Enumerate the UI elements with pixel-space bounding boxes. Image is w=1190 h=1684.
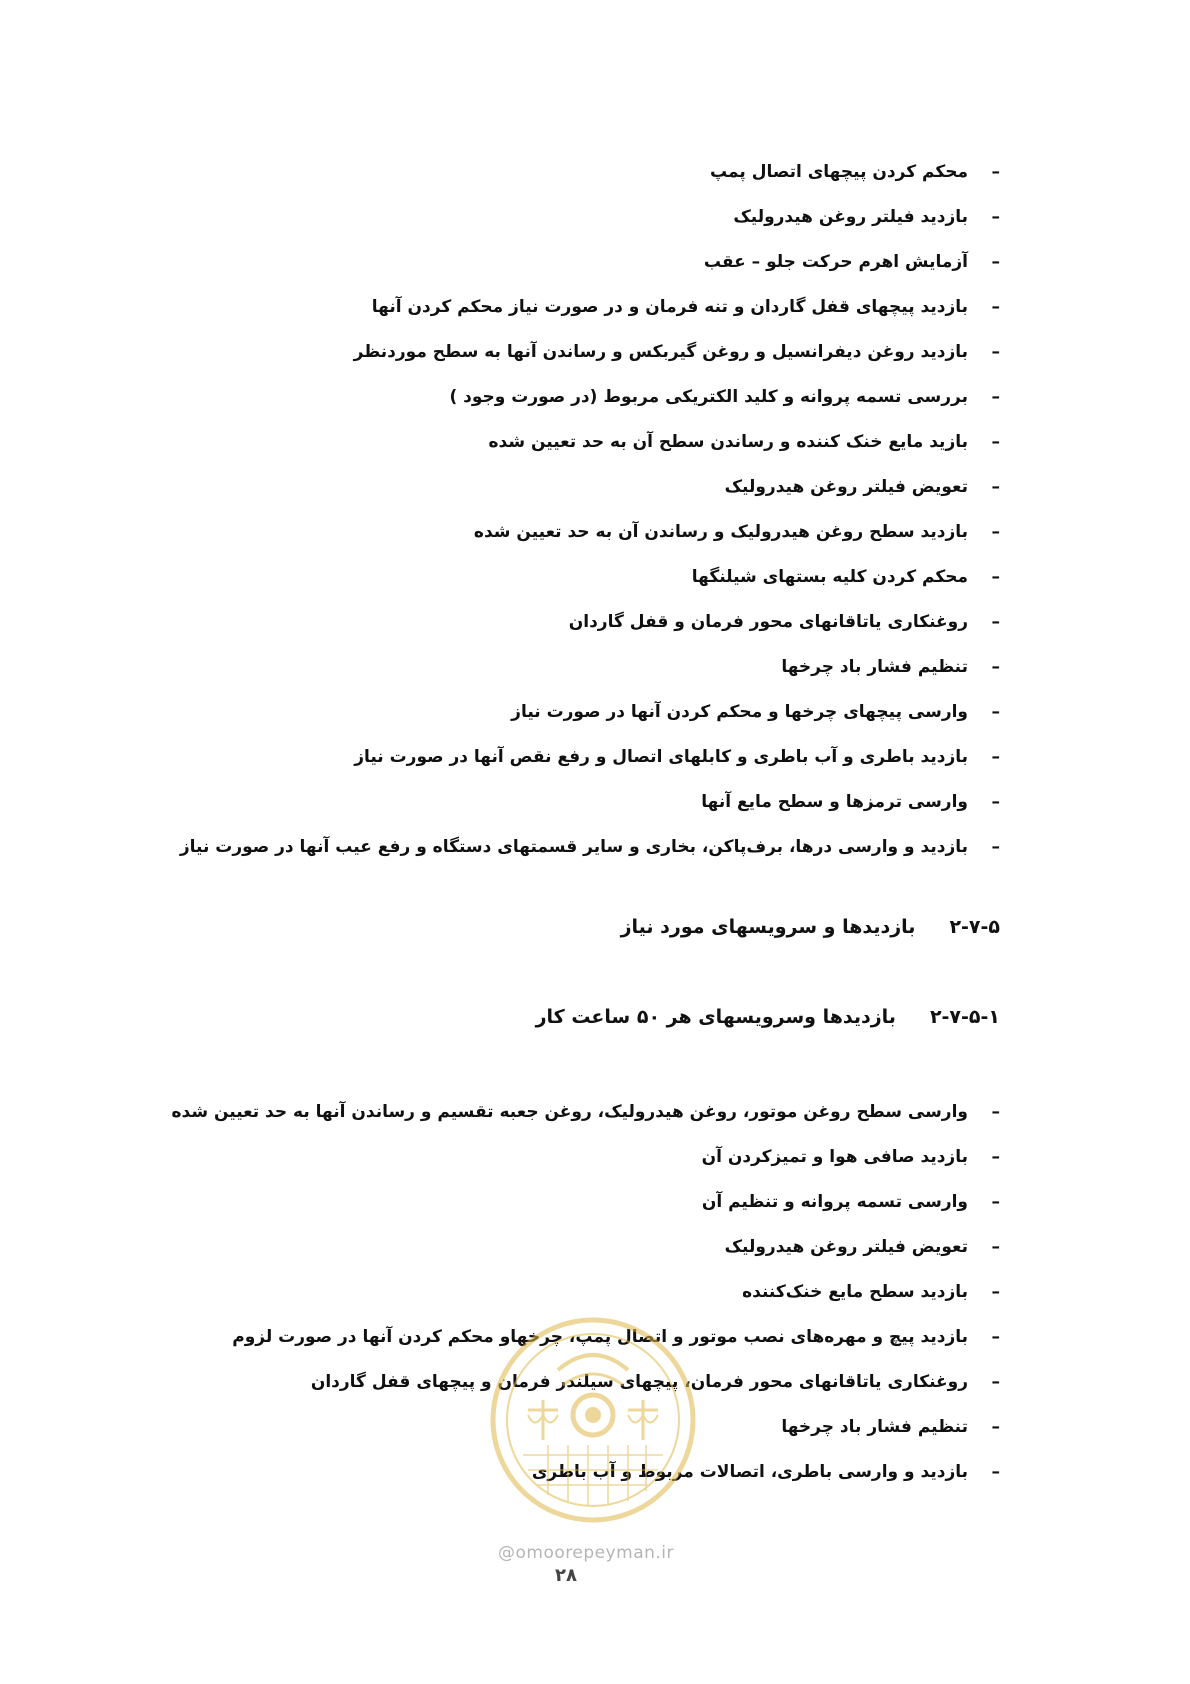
list-dash: – — [991, 1372, 1000, 1392]
list-item-text: وارسی تسمه پروانه و تنظیم آن — [701, 1192, 968, 1212]
list-item-text: بازدید باطری و آب باطری و کابلهای اتصال و رفع نقص آنها در صورت نیاز — [354, 747, 968, 767]
list-dash: – — [991, 387, 1000, 407]
list-dash: – — [991, 1417, 1000, 1437]
list-item-text: تنظیم فشار باد چرخها — [781, 657, 968, 677]
list-dash: – — [991, 1462, 1000, 1482]
list-item-text: تعویض فیلتر روغن هیدرولیک — [724, 1237, 968, 1257]
list-dash: – — [991, 837, 1000, 857]
list-item-text: بازدید سطح روغن هیدرولیک و رساندن آن به حد تعیین شده — [473, 522, 968, 542]
list-item-text: وارسی ترمزها و سطح مایع آنها — [701, 792, 968, 812]
list-dash: – — [991, 252, 1000, 272]
list-dash: – — [991, 477, 1000, 497]
list-item-text: تعویض فیلتر روغن هیدرولیک — [724, 477, 968, 497]
list-item-text: آزمایش اهرم حرکت جلو – عقب — [703, 252, 968, 272]
list-item-text: بازدید صافی هوا و تمیزکردن آن — [701, 1147, 968, 1167]
section-heading — [621, 916, 1000, 938]
list-dash: – — [991, 1102, 1000, 1122]
page-number: ۲۸ — [555, 1565, 577, 1586]
list-dash: – — [991, 747, 1000, 767]
list-item — [180, 150, 1000, 195]
list-dash: – — [991, 342, 1000, 362]
list-item-text: بازدید و وارسی باطری، اتصالات مربوط و آب باطری — [531, 1462, 968, 1482]
list-item-text: محکم کردن کلیه بستهای شیلنگها — [691, 567, 968, 587]
list-dash: – — [991, 702, 1000, 722]
list-dash: – — [991, 1147, 1000, 1167]
list-dash: – — [991, 1192, 1000, 1212]
list-dash: – — [991, 1282, 1000, 1302]
list-item-text: تنظیم فشار باد چرخها — [781, 1417, 968, 1437]
list-dash: – — [991, 297, 1000, 317]
list-item — [180, 555, 1000, 600]
list-item — [180, 735, 1000, 780]
list-dash: – — [991, 207, 1000, 227]
list-item — [180, 195, 1000, 240]
list-item — [171, 1225, 1000, 1270]
watermark-text: @omoorepeyman.ir — [498, 1543, 675, 1563]
list-item-text: بازدید پیچهای قفل گاردان و تنه فرمان و در صورت نیاز محکم کردن آنها — [371, 297, 968, 317]
list-item — [180, 285, 1000, 330]
list-item — [171, 1135, 1000, 1180]
list-dash: – — [991, 792, 1000, 812]
subsection-number: ۲-۷-۵-۱ — [929, 1006, 1000, 1028]
list-dash: – — [991, 522, 1000, 542]
list-dash: – — [991, 657, 1000, 677]
list-item-text: بازدید فیلتر روغن هیدرولیک — [733, 207, 968, 227]
list-item-text: بازدید پیچ و مهره‌های نصب موتور و اتصال پمپ، چرخهاو محکم کردن آنها در صورت لزوم — [232, 1327, 968, 1347]
watermark-seal-icon — [488, 1315, 698, 1525]
list-item — [180, 375, 1000, 420]
list-item-text: وارسی سطح روغن موتور، روغن هیدرولیک، روغن جعبه تقسیم و رساندن آنها به حد تعیین شده — [171, 1102, 968, 1122]
list-dash: – — [991, 1327, 1000, 1347]
list-item — [180, 600, 1000, 645]
list-item — [180, 690, 1000, 735]
list-item — [180, 420, 1000, 465]
list-item — [180, 780, 1000, 825]
list-item-text: بازدید سطح مایع خنک‌کننده — [742, 1282, 968, 1302]
list-item-text: روغنکاری یاتاقانهای محور فرمان، پیچهای سیلندر فرمان و پیچهای قفل گاردان — [310, 1372, 968, 1392]
list-item-text: بررسی تسمه پروانه و کلید الکتریکی مربوط (در صورت وجود ) — [449, 387, 968, 407]
list-item — [180, 645, 1000, 690]
list-item — [180, 330, 1000, 375]
list-item-text: بازدید روغن دیفرانسیل و روغن گیربکس و رساندن آنها به سطح موردنظر — [353, 342, 968, 362]
list-item — [180, 825, 1000, 870]
list-item — [171, 1270, 1000, 1315]
list-item-text: روغنکاری یاتاقانهای محور فرمان و قفل گاردان — [568, 612, 968, 632]
list-item — [180, 465, 1000, 510]
maintenance-list-general — [180, 150, 1000, 870]
list-dash: – — [991, 567, 1000, 587]
section-number: ۲-۷-۵ — [949, 916, 1000, 938]
list-dash: – — [991, 162, 1000, 182]
section-title: بازدیدها و سرویسهای مورد نیاز — [620, 916, 916, 938]
list-dash: – — [991, 1237, 1000, 1257]
list-item-text: محکم کردن پیچهای اتصال پمپ — [710, 162, 968, 182]
list-item-text: بازدید و وارسی درها، برف‌پاکن، بخاری و سایر قسمتهای دستگاه و رفع عیب آنها در صورت نیاز — [179, 837, 968, 857]
list-item-text: بازید مایع خنک کننده و رساندن سطح آن به حد تعیین شده — [488, 432, 968, 452]
list-dash: – — [991, 432, 1000, 452]
list-item — [171, 1090, 1000, 1135]
subsection-title: بازدیدها وسرویسهای هر ۵۰ ساعت کار — [535, 1006, 896, 1028]
subsection-heading — [536, 1006, 1000, 1028]
list-item — [171, 1180, 1000, 1225]
list-item — [180, 510, 1000, 555]
list-item-text: وارسی پیچهای چرخها و محکم کردن آنها در صورت نیاز — [511, 702, 968, 722]
list-item — [180, 240, 1000, 285]
list-dash: – — [991, 612, 1000, 632]
